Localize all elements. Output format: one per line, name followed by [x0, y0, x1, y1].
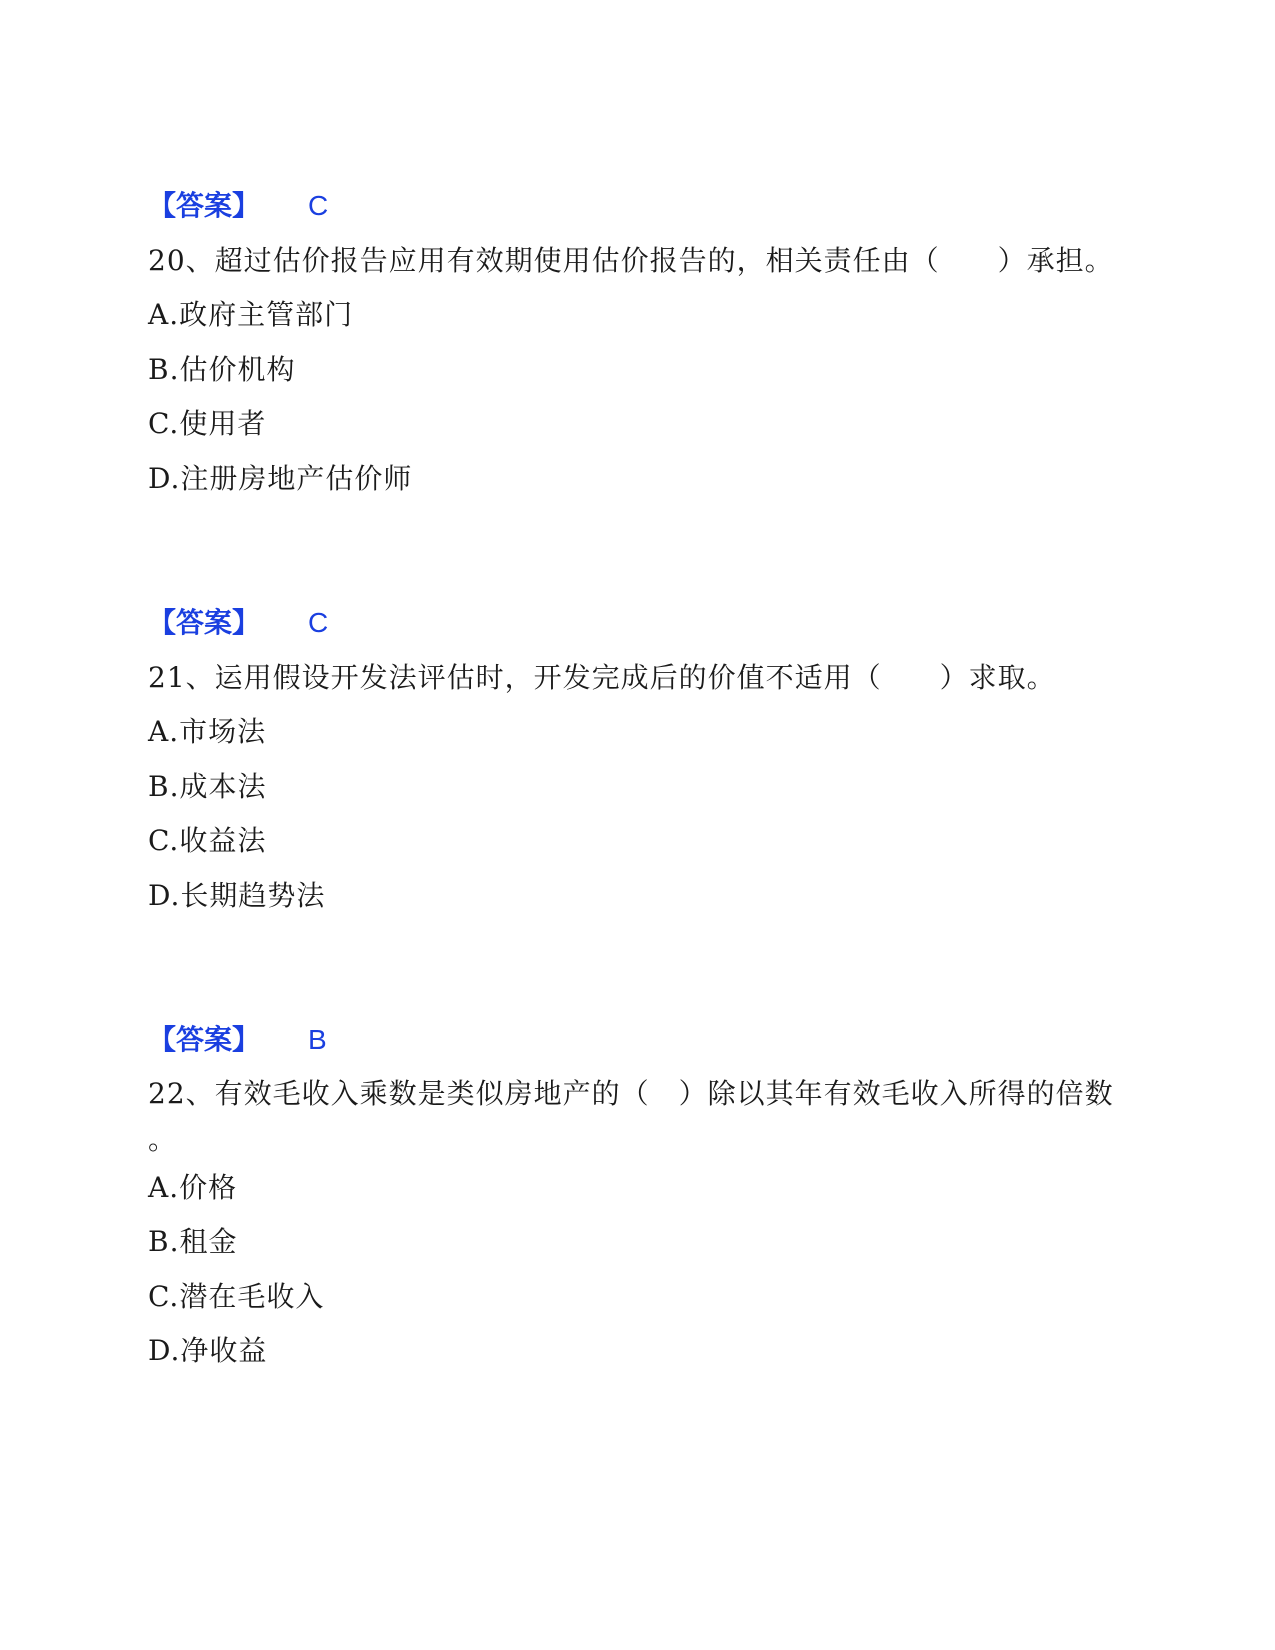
- answer-line: [148, 188, 448, 224]
- answer-value: B: [308, 1024, 327, 1055]
- question-21-text: 21、运用假设开发法评估时，开发完成后的价值不适用（ ）求取。: [148, 661, 1056, 694]
- question-21-option-d: D.长期趋势法: [148, 879, 326, 912]
- question-22-option-b: B.租金: [148, 1225, 238, 1258]
- question-22-text-continued: 。: [148, 1123, 178, 1156]
- question-21-option-b: B.成本法: [148, 770, 267, 803]
- answer-label: 【答案】: [148, 1023, 261, 1056]
- question-22-text: 22、有效毛收入乘数是类似房地产的（ ）除以其年有效毛收入所得的倍数: [148, 1077, 1114, 1110]
- answer-line: [148, 605, 448, 641]
- question-20-option-d: D.注册房地产估价师: [148, 462, 413, 495]
- answer-value: C: [308, 607, 329, 638]
- answer-label: 【答案】: [148, 606, 261, 639]
- answer-line: [148, 1022, 448, 1058]
- question-20-option-c: C.使用者: [148, 407, 267, 440]
- question-22-option-a: A.价格: [148, 1171, 238, 1204]
- question-21-option-c: C.收益法: [148, 824, 267, 857]
- question-21-option-a: A.市场法: [148, 715, 267, 748]
- question-20-option-b: B.估价机构: [148, 353, 296, 386]
- question-22-option-d: D.净收益: [148, 1334, 268, 1367]
- answer-value: C: [308, 190, 329, 221]
- question-22-option-c: C.潜在毛收入: [148, 1280, 325, 1313]
- answer-label: 【答案】: [148, 189, 261, 222]
- question-20-option-a: A.政府主管部门: [148, 298, 354, 331]
- question-20-text: 20、超过估价报告应用有效期使用估价报告的，相关责任由（ ）承担。: [148, 244, 1114, 277]
